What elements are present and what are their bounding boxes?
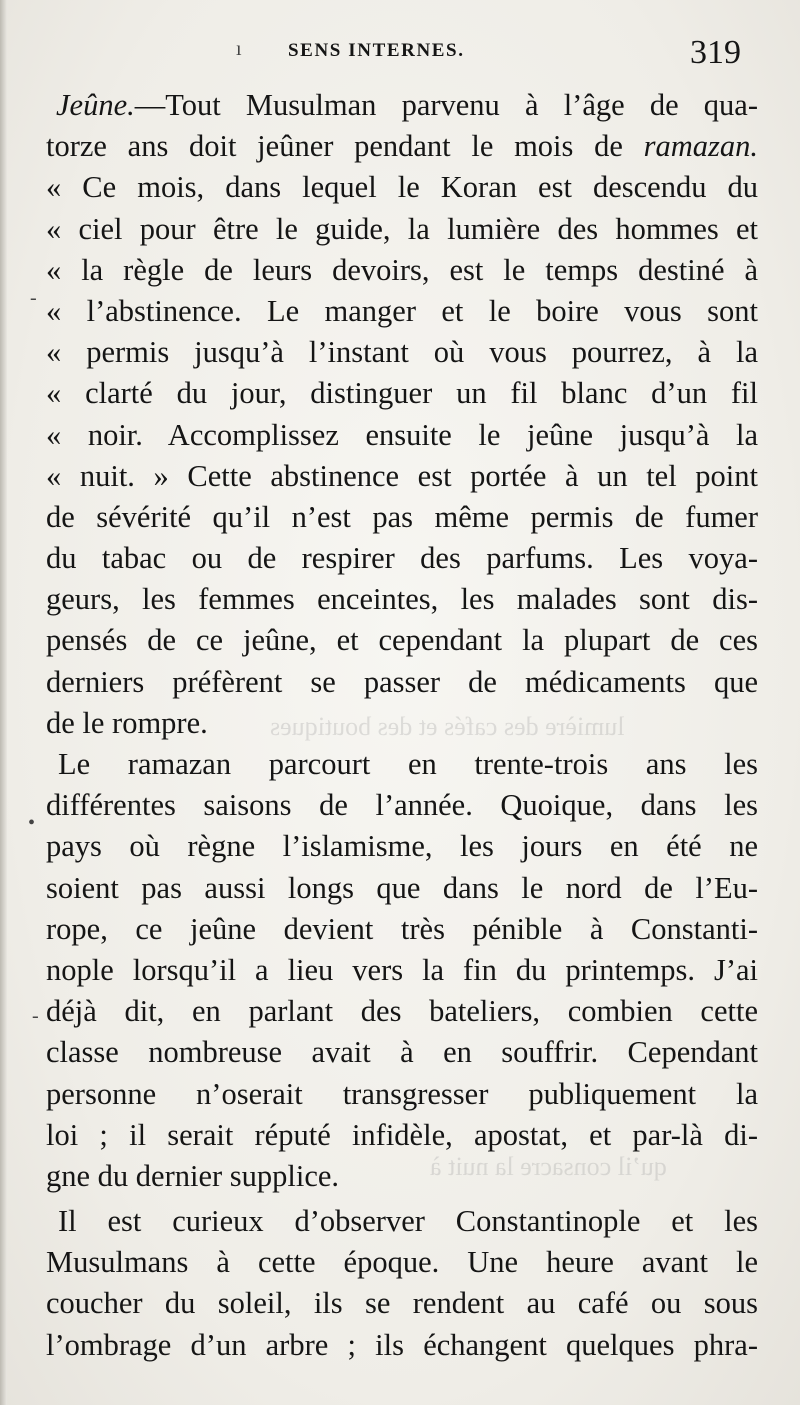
text-line: gne du dernier supplice. (46, 1158, 340, 1193)
text-line: classe nombreuse avait à en souffrir. Cependant (46, 1035, 758, 1070)
page-header (0, 30, 800, 90)
text-line: personne n’oserait transgresser publiquement la (46, 1076, 758, 1111)
text-line: rope, ce jeûne devient très pénible à Constanti- (46, 911, 758, 946)
ink-speck: • (28, 812, 36, 834)
text-line: « la règle de leurs devoirs, est le temps destiné à (46, 252, 758, 287)
text-line: Jeûne.—Tout Musulman parvenu à l’âge de qua- (56, 88, 758, 122)
page-number: 319 (690, 34, 741, 71)
text-line: coucher du soleil, ils se rendent au café ou sous (46, 1286, 758, 1321)
text-line: derniers préfèrent se passer de médicaments que (46, 664, 758, 699)
show-through-text: qu’il consacre la nuit à (430, 1152, 667, 1181)
ink-speck: - (30, 287, 37, 309)
text-line: Il est curieux d’observer Constantinople et les (58, 1204, 758, 1239)
text-line: torze ans doit jeûner pendant le mois de ramazan. (46, 129, 758, 164)
ink-speck: - (32, 1005, 39, 1027)
body-text (46, 85, 758, 1366)
text-line: « noir. Accomplissez ensuite le jeûne jusqu’à la (46, 417, 758, 452)
text-line: pensés de ce jeûne, et cependant la plupart de ces (46, 623, 758, 658)
text-line: geurs, les femmes enceintes, les malades sont dis- (46, 582, 758, 617)
text-line: de sévérité qu’il n’est pas même permis de fumer (46, 499, 758, 534)
ink-speck: ı (236, 38, 242, 60)
text-line: pays où règne l’islamisme, les jours en été ne (46, 829, 758, 864)
text-line: Musulmans à cette époque. Une heure avant le (46, 1245, 758, 1280)
show-through-text: lumière des cafés et des boutiques (270, 712, 625, 741)
text-line: de le rompre. (46, 705, 208, 740)
text-line: « permis jusqu’à l’instant où vous pourrez, à la (46, 335, 758, 370)
text-line: « l’abstinence. Le manger et le boire vous sont (46, 293, 758, 328)
text-line: soient pas aussi longs que dans le nord de l’Eu- (46, 870, 758, 905)
text-line: du tabac ou de respirer des parfums. Les voya- (46, 541, 758, 576)
text-line: « nuit. » Cette abstinence est portée à un tel point (46, 458, 758, 493)
page-edge-shadow (0, 0, 7, 1405)
text-line: différentes saisons de l’année. Quoique, dans les (46, 788, 758, 823)
text-line: nople lorsqu’il a lieu vers la fin du printemps. J’ai (46, 952, 758, 987)
text-line: déjà dit, en parlant des bateliers, combien cette (46, 994, 758, 1029)
text-line: « Ce mois, dans lequel le Koran est descendu du (46, 170, 758, 205)
running-head: SENS INTERNES. (288, 40, 465, 61)
text-line: loi ; il serait réputé infidèle, apostat, et par-là di- (46, 1117, 758, 1152)
text-line: « clarté du jour, distinguer un fil blanc d’un fil (46, 376, 758, 411)
text-line: « ciel pour être le guide, la lumière des hommes et (46, 211, 758, 246)
text-line: Le ramazan parcourt en trente-trois ans les (58, 747, 758, 781)
text-line: l’ombrage d’un arbre ; ils échangent quelques phra- (46, 1327, 758, 1362)
